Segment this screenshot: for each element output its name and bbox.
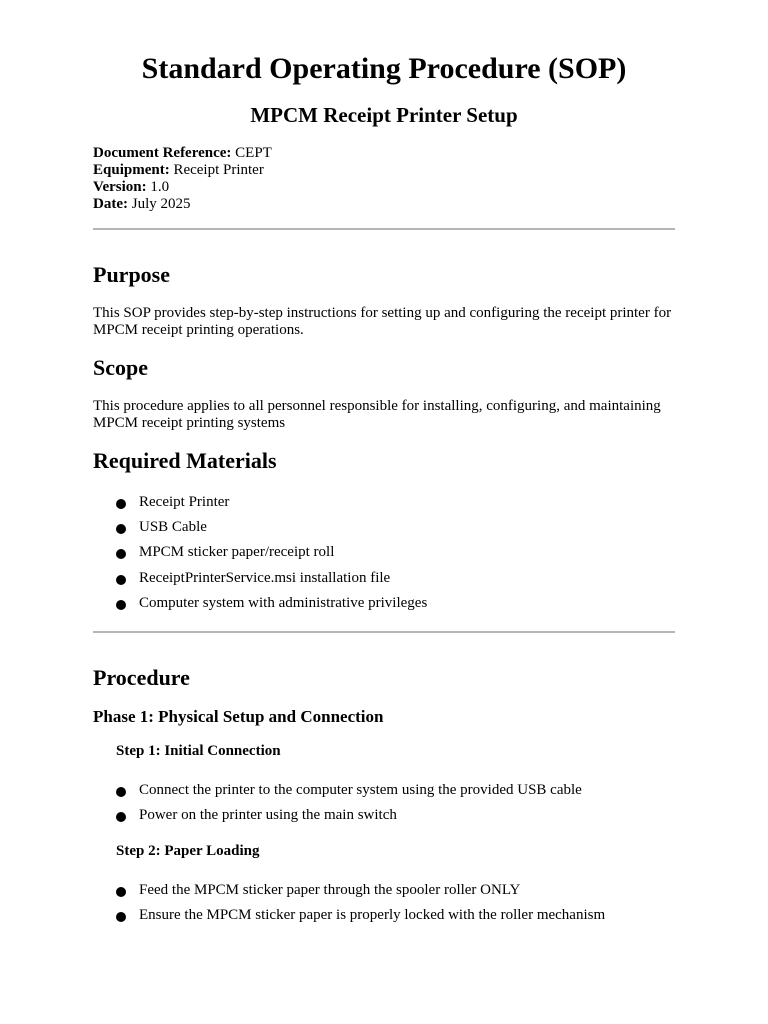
list-item-text: Feed the MPCM sticker paper through the spooler roller ONLY (139, 882, 521, 898)
document-title: Standard Operating Procedure (SOP) (141, 52, 627, 85)
bullet-icon (116, 600, 126, 610)
procedure-heading: Procedure (93, 665, 190, 690)
list-item-text: Power on the printer using the main switch (139, 807, 397, 823)
purpose-text: This SOP provides step-by-step instructions for setting up and configuring the receipt printer for MPCM receipt printing operations. (93, 305, 672, 338)
purpose-heading: Purpose (93, 262, 170, 287)
meta-document-reference (93, 145, 272, 162)
list-item-text: Receipt Printer (139, 494, 230, 510)
scope-heading: Scope (93, 355, 148, 380)
list-item-text: ReceiptPrinterService.msi installation file (139, 570, 391, 586)
list-item-text: MPCM sticker paper/receipt roll (139, 544, 335, 560)
list-item-text: Ensure the MPCM sticker paper is properly locked with the roller mechanism (139, 907, 606, 923)
bullet-icon (116, 549, 126, 559)
meta-value: 1.0 (150, 179, 170, 195)
divider (93, 631, 675, 633)
meta-label: Equipment: (93, 162, 170, 178)
bullet-icon (116, 575, 126, 585)
meta-version (93, 179, 169, 196)
bullet-icon (116, 812, 126, 822)
phase-1-heading: Phase 1: Physical Setup and Connection (93, 707, 384, 726)
meta-date (93, 196, 191, 213)
meta-value: July 2025 (131, 196, 191, 212)
bullet-icon (116, 887, 126, 897)
meta-label: Document Reference: (93, 145, 232, 161)
document-subtitle: MPCM Receipt Printer Setup (250, 103, 518, 127)
materials-heading: Required Materials (93, 448, 277, 473)
meta-value: Receipt Printer (173, 162, 264, 178)
list-item-text: Connect the printer to the computer system using the provided USB cable (139, 782, 582, 798)
meta-label: Version: (93, 179, 147, 195)
bullet-icon (116, 787, 126, 797)
bullet-icon (116, 912, 126, 922)
step-2-heading: Step 2: Paper Loading (116, 843, 260, 859)
meta-label: Date: (93, 196, 128, 212)
bullet-icon (116, 524, 126, 534)
step-1-heading: Step 1: Initial Connection (116, 743, 281, 759)
list-item-text: Computer system with administrative privileges (139, 595, 428, 611)
meta-equipment (93, 162, 264, 179)
divider (93, 228, 675, 230)
meta-value: CEPT (235, 145, 272, 161)
list-item-text: USB Cable (139, 519, 207, 535)
scope-text: This procedure applies to all personnel responsible for installing, configuring, and maintaining MPCM receipt printing systems (93, 398, 661, 431)
bullet-icon (116, 499, 126, 509)
